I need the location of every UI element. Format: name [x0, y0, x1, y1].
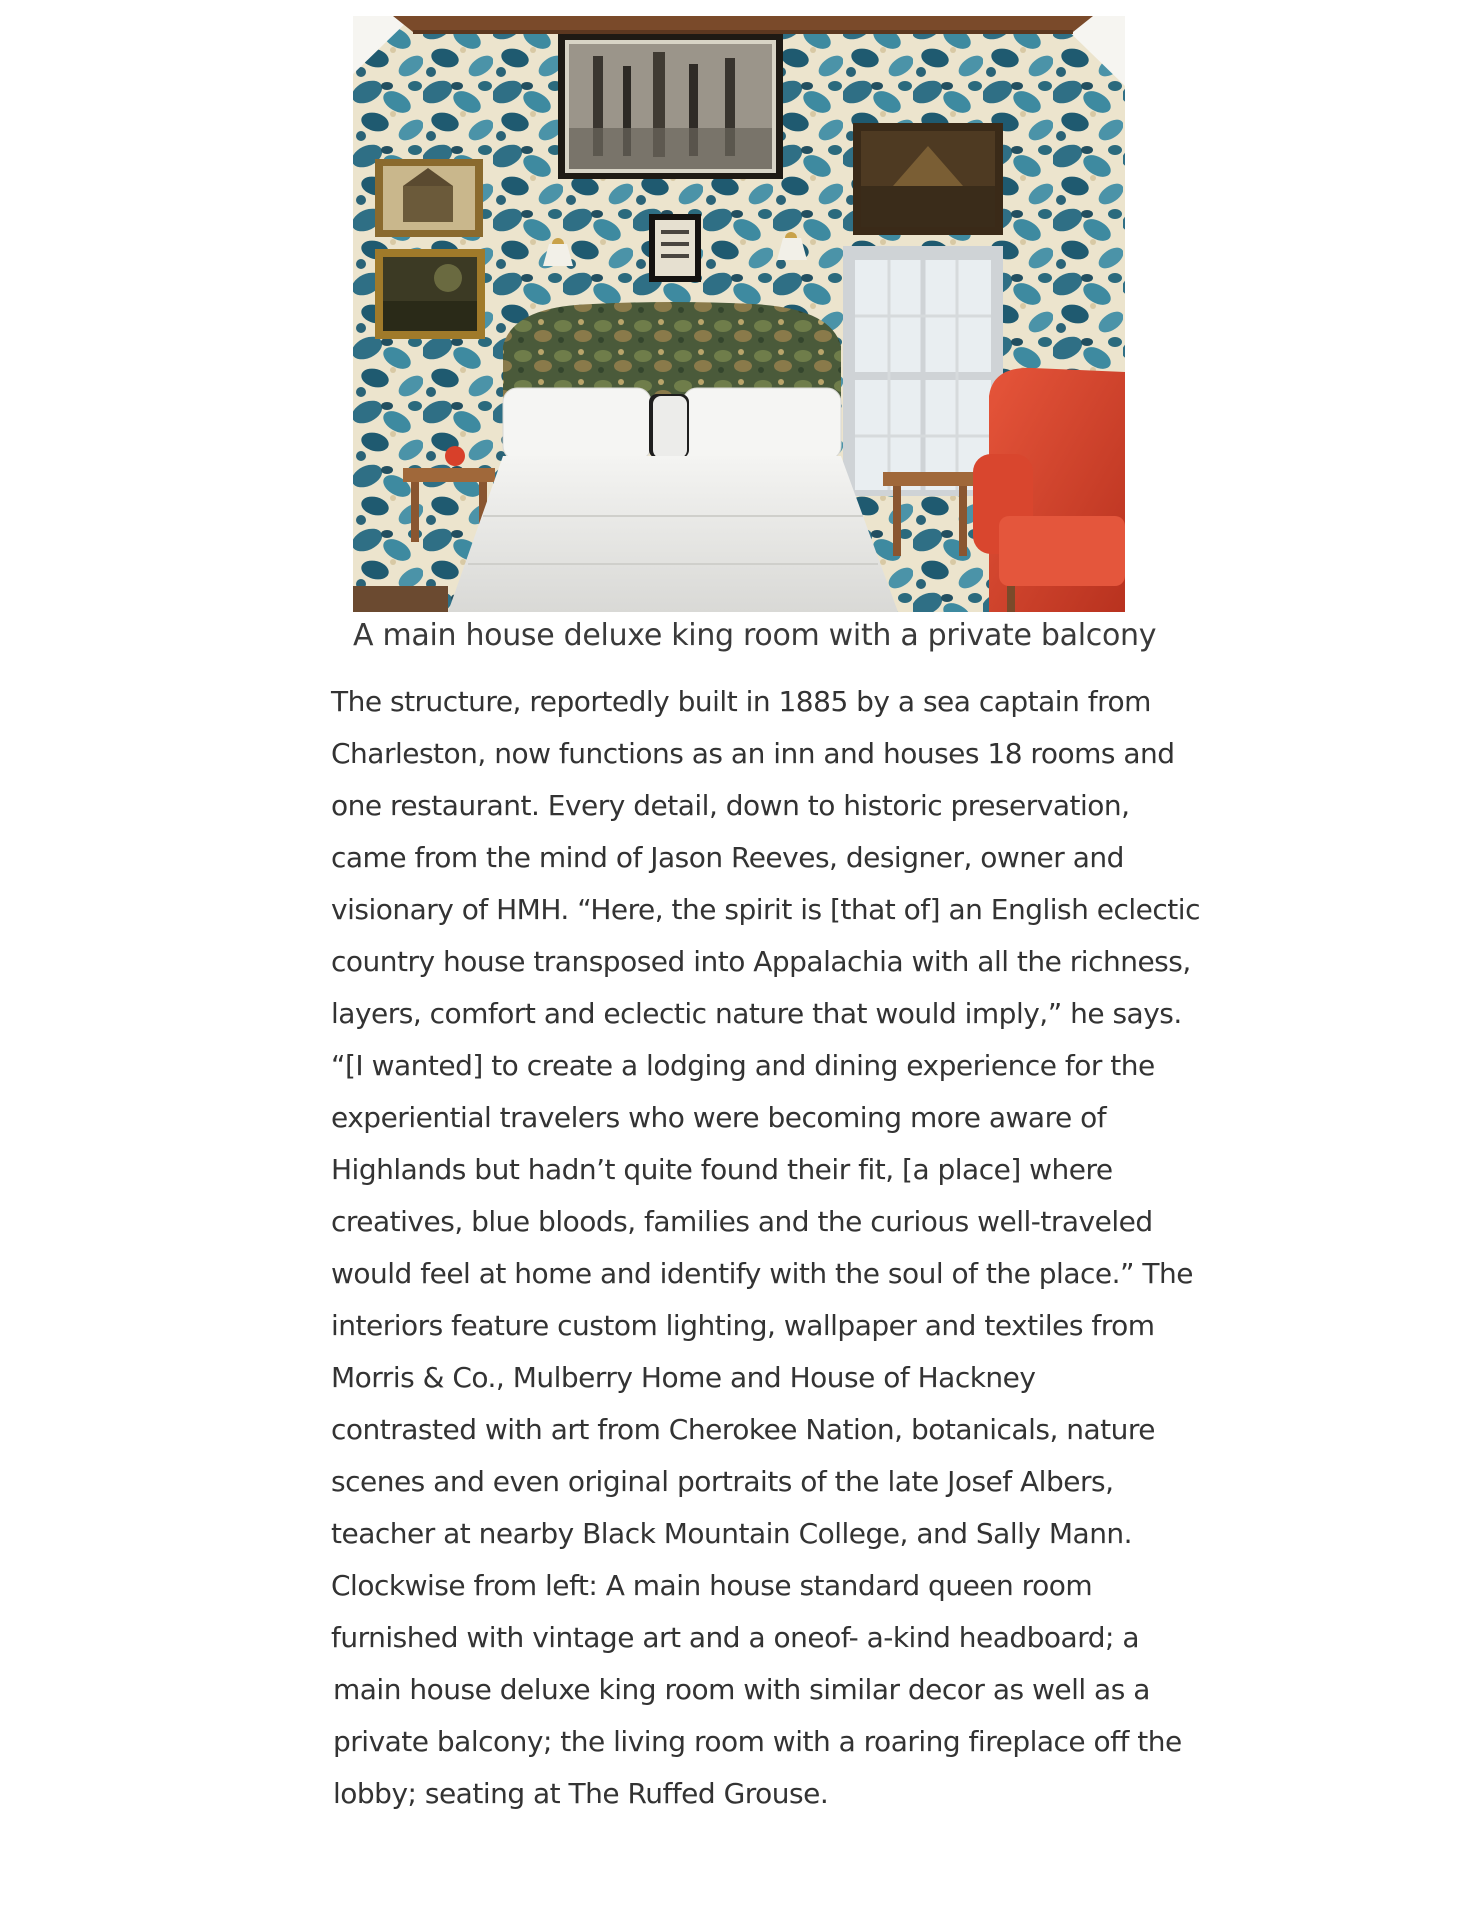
body-line: creatives, blue bloods, families and the curious well-traveled [331, 1205, 1153, 1238]
body-line: would feel at home and identify with the soul of the place.” The [331, 1257, 1193, 1290]
body-line: Charleston, now functions as an inn and houses 18 rooms and [331, 737, 1175, 770]
body-line: visionary of HMH. “Here, the spirit is [that of] an English eclectic [331, 893, 1200, 926]
photo-caption: A main house deluxe king room with a private balcony [353, 618, 1157, 653]
body-line: Morris & Co., Mulberry Home and House of Hackney [331, 1361, 1036, 1394]
body-line: scenes and even original portraits of the late Josef Albers, [331, 1465, 1114, 1498]
body-line: country house transposed into Appalachia with all the richness, [331, 945, 1191, 978]
body-line: private balcony; the living room with a roaring fireplace off the [333, 1725, 1182, 1758]
body-line: teacher at nearby Black Mountain College, and Sally Mann. [331, 1517, 1133, 1550]
body-line: “[I wanted] to create a lodging and dining experience for the [331, 1049, 1155, 1082]
body-line: The structure, reportedly built in 1885 by a sea captain from [331, 685, 1151, 718]
body-line: contrasted with art from Cherokee Nation, botanicals, nature [331, 1413, 1155, 1446]
article-body [331, 680, 1200, 1824]
bedroom-photo [353, 16, 1125, 612]
body-line: came from the mind of Jason Reeves, designer, owner and [331, 841, 1124, 874]
body-line: layers, comfort and eclectic nature that would imply,” he says. [331, 997, 1182, 1030]
body-line: lobby; seating at The Ruffed Grouse. [333, 1777, 829, 1810]
body-line: furnished with vintage art and a oneof- a-kind headboard; a [331, 1621, 1139, 1654]
body-line: one restaurant. Every detail, down to historic preservation, [331, 789, 1130, 822]
body-line: interiors feature custom lighting, wallpaper and textiles from [331, 1309, 1155, 1342]
body-line: Clockwise from left: A main house standard queen room [331, 1569, 1093, 1602]
body-line: Highlands but hadn’t quite found their fit, [a place] where [331, 1153, 1113, 1186]
body-line: main house deluxe king room with similar decor as well as a [333, 1673, 1150, 1706]
body-line: experiential travelers who were becoming more aware of [331, 1101, 1107, 1134]
